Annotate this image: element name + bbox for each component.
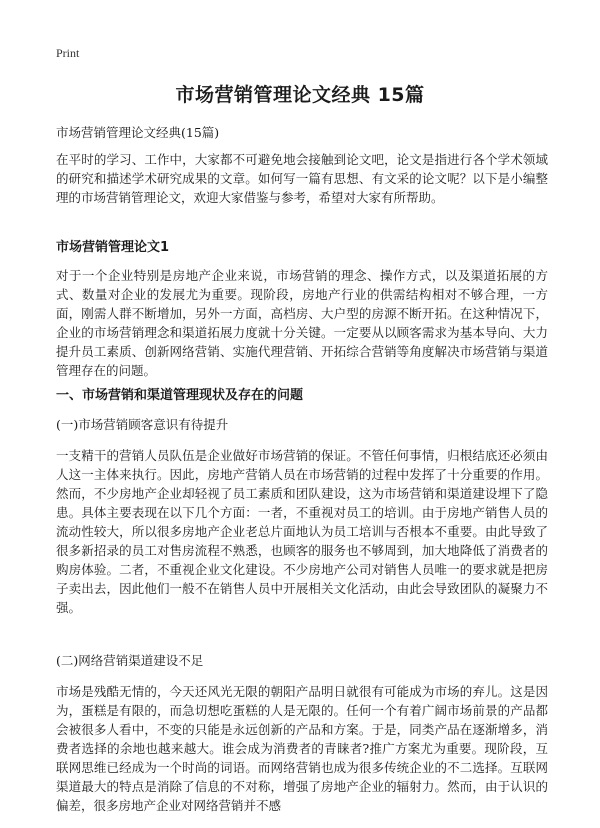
- subsection-paragraph: 市场是残酷无情的，今天还风光无限的朝阳产品明日就很有可能成为市场的弃儿。这是因为，蛋糕是有限的，而急切想吃蛋糕的人是无限的。任何一个有着广阔市场前景的产品都会被很多人看中，不变的只能是永远创新的产品和方案。于是，同类产品在逐渐增多，消费者选择的余地也越来越大。谁会成为消费者的青睐者?推广方案尤为重要。现阶段，互联网思维已经成为一个时尚的词语。而网络营销也成为很多传统企业的不二选择。互联网渠道最大的特点是消除了信息的不对称，增强了房地产企业的辐射力。然而，由于认识的偏差，很多房地产企业对网络营销并不感: [56, 684, 548, 813]
- intro-paragraph: 在平时的学习、工作中，大家都不可避免地会接触到论文吧，论文是指进行各个学术领域的研究和描述学术研究成果的文章。如何写一篇有思想、有文采的论文呢？以下是小编整理的市场营销管理论文，欢迎大家借鉴与参考，希望对大家有所帮助。: [56, 152, 548, 205]
- section-paragraph: 对于一个企业特别是房地产企业来说，市场营销的理念、操作方式，以及渠道拓展的方式、数量对企业的发展尤为重要。现阶段，房地产行业的供需结构相对不够合理，一方面，刚需人群不断增加，另外一方面，高档房、大户型的房源不断开拓。在这种情况下，企业的市场营销理念和渠道拓展力度就十分关键。一定要从以顾客需求为基本导向、大力提升员工素质、创新网络营销、实施代理营销、开拓综合营销等角度解决市场营销与渠道管理存在的问题。: [56, 268, 548, 378]
- subsection-paragraph: 一支精干的营销人员队伍是企业做好市场营销的保证。不管任何事情，归根结底还必须由人这一主体来执行。因此，房地产营销人员在市场营销的过程中发挥了十分重要的作用。然而，不少房地产企业却轻视了员工素质和团队建设，这为市场营销和渠道建设埋下了隐患。具体主要表现在以下几个方面：一者，不重视对员工的培训。由于房地产销售人员的流动性较大，所以很多房地产企业老总片面地认为员工培训与否根本不重要。由此导致了很多新招录的员工对售房流程不熟悉，也顾客的服务也不够周到，加大地降低了消费者的购房体验。二者，不重视企业文化建设。不少房地产公司对销售人员唯一的要求就是把房子卖出去，因此他们一般不在销售人员中开展相关文化活动，由此会导致团队的凝聚力不强。: [56, 448, 548, 615]
- subsection-heading: (二)网络营销渠道建设不足: [56, 653, 204, 668]
- document-subtitle: 市场营销管理论文经典(15篇): [56, 125, 220, 140]
- print-label[interactable]: Print: [56, 46, 80, 60]
- page-title: 市场营销管理论文经典 15篇: [175, 84, 425, 106]
- section-heading: 市场营销管理论文1: [56, 240, 170, 255]
- part-heading: 一、市场营销和渠道管理现状及存在的问题: [56, 388, 304, 403]
- subsection-heading: (一)市场营销顾客意识有待提升: [56, 417, 229, 432]
